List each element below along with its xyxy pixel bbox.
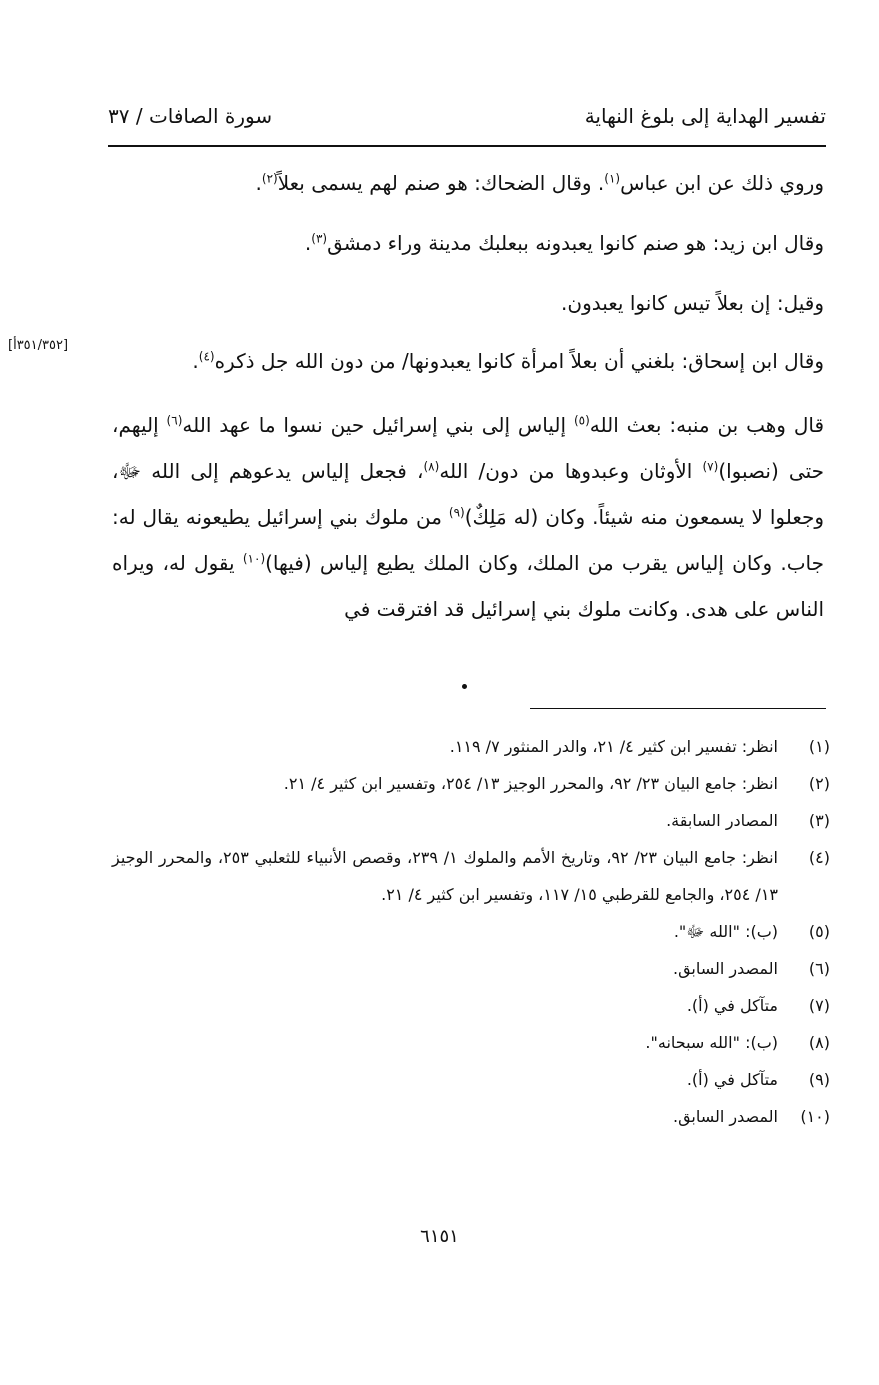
footnote-number: (٢) [808, 774, 830, 793]
surah-label: سورة الصافات / ٣٧ [108, 104, 273, 128]
footnote-item [112, 1098, 830, 1135]
paragraph-5: قال وهب بن منبه: بعث الله$^{(٥)}$ إلياس إلى بني إسرائيل حين نسوا ما عهد الله$^{(٦)}$ إليهم، حتى (نصبوا)$^{(٧)}$ الأوثان وعبدوها من دون/ الله$^{(٨)}$، فجعل إلياس يدعوهم إلى الله ﷻ، وجعلوا لا يسمعون منه شيئاً. وكان (له مَلِكٌ)$^{(٩)}$ من ملوك بني إسرائيل يطيعونه يقال له: جاب. وكان إلياس يقرب من الملك، وكان الملك يطيع إلياس (فيها)$^{(١٠)}$ يقول له، ويراه الناس على هدى. وكانت ملوك بني إسرائيل قد افترقت في [112, 413, 825, 621]
book-title: تفسير الهداية إلى بلوغ النهاية [584, 104, 826, 128]
footnote-ref-3: (٣) [311, 231, 328, 246]
footnote-item [112, 802, 830, 839]
manuscript-folio-ref: [٣٥١/٣٥٢أ] [8, 338, 69, 353]
running-header [108, 96, 826, 136]
paragraph-4: وقال ابن إسحاق: بلغني أن بعلاً امرأة كانوا يعبدونها/ من دون الله جل ذكره$^{(٤)}$. [192, 349, 824, 373]
footnote-text: (ب): "الله ﷻ". [673, 922, 778, 941]
footnote-item [112, 1024, 830, 1061]
footnote-text: المصدر السابق. [672, 959, 778, 978]
decorative-dot [462, 684, 467, 689]
footnote-ref-10: (١٠) [242, 551, 266, 566]
footnote-number: (٨) [808, 1033, 830, 1052]
main-text [112, 158, 824, 632]
footnote-text: المصادر السابقة. [666, 811, 778, 830]
footnote-text: انظر: جامع البيان ٢٣/ ٩٢، وتاريخ الأمم والملوك ١/ ٢٣٩، وقصص الأنبياء للثعلبي ٢٥٣، والمحرر الوجيز ١٣/ ٢٥٤، والجامع للقرطبي ١٥/ ١١٧، وتفسير ابن كثير ٤/ ٢١. [112, 848, 778, 904]
paragraph-2: وقال ابن زيد: هو صنم كانوا يعبدونه ببعلبك مدينة وراء دمشق$^{(٣)}$. [304, 231, 824, 255]
footnote-text: متآكل في (أ). [686, 996, 778, 1015]
footnote-item [112, 728, 830, 765]
footnote-ref-7: (٧) [702, 459, 719, 474]
header-rule [108, 145, 826, 147]
footnote-rule [530, 708, 826, 709]
footnote-number: (١) [808, 737, 830, 756]
footnote-number: (١٠) [800, 1107, 830, 1126]
footnote-ref-8: (٨) [423, 459, 440, 474]
footnote-ref-2: (٢) [261, 171, 278, 186]
footnote-item [112, 839, 830, 913]
footnote-ref-1: (١) [604, 171, 621, 186]
footnote-ref-6: (٦) [166, 413, 183, 428]
footnote-ref-9: (٩) [448, 505, 465, 520]
footnote-text: انظر: جامع البيان ٢٣/ ٩٢، والمحرر الوجيز ١٣/ ٢٥٤، وتفسير ابن كثير ٤/ ٢١. [283, 774, 778, 793]
paragraph-1: وروي ذلك عن ابن عباس$^{(١)}$. وقال الضحاك: هو صنم لهم يسمى بعلاً$^{(٢)}$. [255, 171, 824, 195]
footnote-text: المصدر السابق. [672, 1107, 778, 1126]
footnote-item [112, 950, 830, 987]
footnote-ref-4: (٤) [198, 349, 215, 364]
footnote-number: (٧) [808, 996, 830, 1015]
footnote-text: متآكل في (أ). [686, 1070, 778, 1089]
footnotes [112, 728, 830, 1135]
footnote-item [112, 765, 830, 802]
footnote-number: (٦) [808, 959, 830, 978]
footnote-text: (ب): "الله سبحانه". [645, 1033, 778, 1052]
footnote-text: انظر: تفسير ابن كثير ٤/ ٢١، والدر المنثور ٧/ ١١٩. [449, 737, 778, 756]
page-number: ٦١٥١ [420, 1226, 459, 1247]
footnote-number: (٣) [808, 811, 830, 830]
footnote-number: (٤) [808, 848, 830, 867]
footnote-item [112, 987, 830, 1024]
footnote-ref-5: (٥) [573, 413, 590, 428]
footnote-item [112, 1061, 830, 1098]
footnote-item [112, 913, 830, 950]
footnote-number: (٥) [808, 922, 830, 941]
paragraph-3: وقيل: إن بعلاً تيس كانوا يعبدون. [561, 291, 824, 315]
footnote-number: (٩) [808, 1070, 830, 1089]
